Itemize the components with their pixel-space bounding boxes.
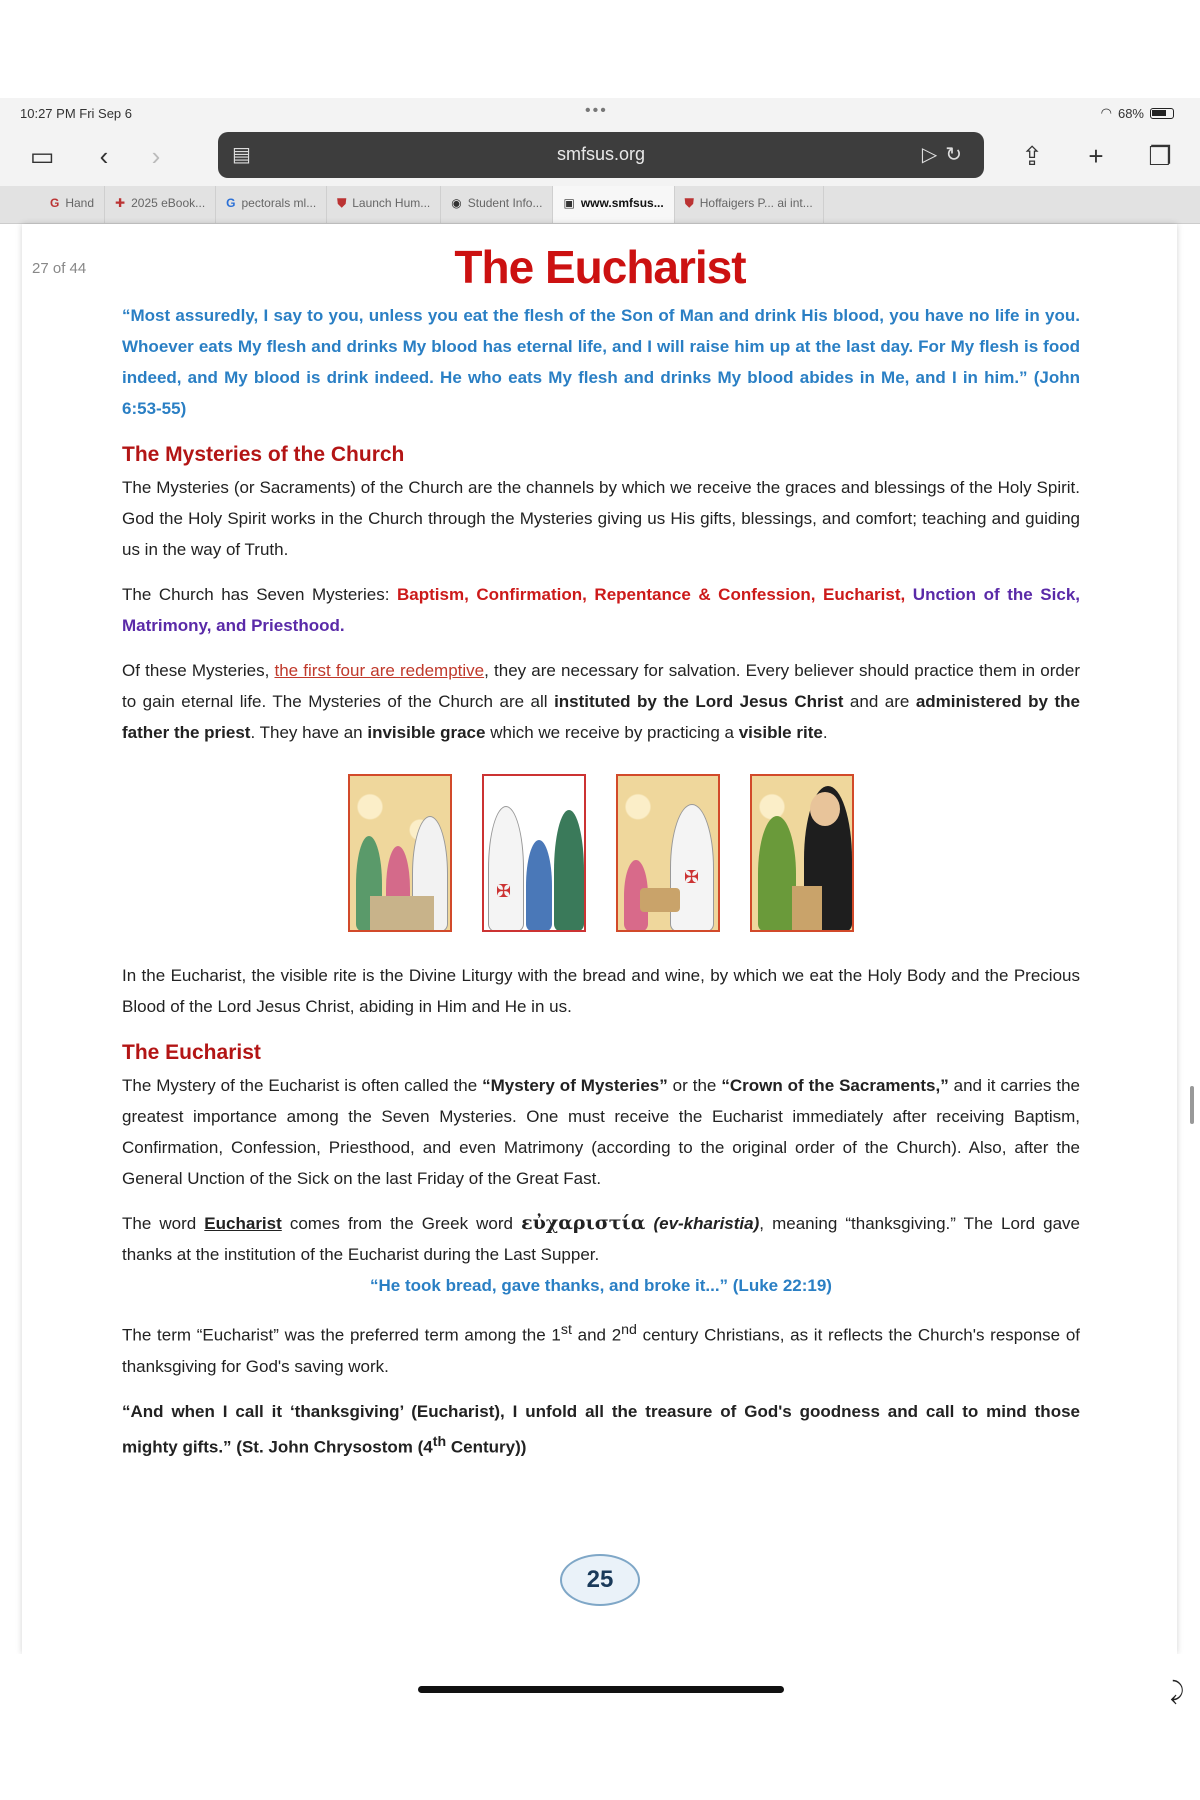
share-icon[interactable]: ⇪ — [1021, 140, 1043, 171]
tab-label: Launch Hum... — [352, 196, 431, 210]
text: “And when I call it ‘thanksgiving’ (Eucharist), I unfold all the treasure of God's goodness and call to mind those mighty gifts.” (St. John Chrysostom (4 — [122, 1401, 1080, 1457]
scrollbar[interactable] — [1190, 1086, 1194, 1124]
text: or the — [667, 1076, 722, 1095]
bottom-margin — [0, 1654, 1200, 1800]
wifi-icon: ◠ — [1100, 105, 1112, 120]
top-margin — [0, 0, 1200, 98]
tab-label: Hoffaigers P... ai int... — [699, 196, 813, 210]
text: and it carries the greatest importance among the Seven Mysteries. One must receive the Eucharist immediately after receiving Baptism, Confirmation, Confession, Priesthood, and even Matrimony (according to the original order of the Church). Also, after the General Unction of the Sick on the last Friday of the Great Fast. — [122, 1076, 1080, 1188]
text-bold: “Crown of the Sacraments,” — [721, 1076, 949, 1095]
text-purple: Unction of the Sick, Matrimony, and Priesthood. — [122, 585, 1080, 635]
tab-label: Student Info... — [467, 196, 543, 210]
text: and 2 — [571, 1325, 622, 1345]
new-tab-icon[interactable]: + — [1088, 140, 1104, 171]
text: . — [822, 723, 828, 742]
shield-icon: ⛊ — [337, 196, 347, 210]
luke-quote: “He took bread, gave thanks, and broke it...” (Luke 22:19) — [370, 1276, 832, 1295]
tab-launch[interactable] — [327, 186, 441, 223]
page-title: The Eucharist — [454, 241, 746, 293]
illustration-confirmation: ✠ — [482, 774, 586, 932]
multitask-dots[interactable]: ••• — [585, 102, 608, 119]
text-bold: “Mystery of Mysteries” — [482, 1076, 668, 1095]
text: The Mystery of the Eucharist is often called the — [122, 1076, 483, 1095]
document-body — [122, 300, 1080, 1476]
tab-label: Hand — [65, 196, 95, 210]
google-icon: G — [50, 196, 60, 210]
tabs-overview-icon[interactable]: ❐ — [1148, 140, 1172, 171]
tab-student-info[interactable] — [441, 186, 553, 223]
text-bold-underlined: Eucharist — [204, 1214, 282, 1233]
tab-hoffaigers[interactable] — [675, 186, 824, 223]
text: Century)) — [446, 1437, 527, 1457]
tab-label: www.smfsus... — [580, 196, 664, 210]
page-settings-icon[interactable]: ▤ — [232, 144, 251, 166]
tab-label: 2025 eBook... — [131, 196, 206, 210]
chrysostom-quote — [122, 1396, 1080, 1463]
opening-quote: “Most assuredly, I say to you, unless you eat the flesh of the Son of Man and drink His blood, you have no life in you. Whoever eats My flesh and drinks My blood has eternal life, and I will raise him up at the last day. For My flesh is food indeed, and My blood is drink indeed. He who eats My flesh and drinks My blood abides in Me, and I in him.” (John 6:53-55) — [122, 306, 1080, 418]
text: The Church has Seven Mysteries: — [122, 585, 397, 604]
page-number-badge: 25 — [560, 1554, 640, 1606]
battery-percent: 68% — [1117, 105, 1144, 121]
mystery-of-mysteries-paragraph — [122, 1070, 1080, 1194]
text: Of these Mysteries, — [122, 661, 275, 680]
text-bold: visible rite — [738, 723, 823, 742]
text: comes from the Greek word — [281, 1214, 522, 1233]
greek-word-paragraph — [122, 1208, 1080, 1270]
status-time: 10:27 PM Fri Sep 6 — [20, 106, 132, 121]
mysteries-paragraph: The Mysteries (or Sacraments) of the Church are the channels by which we receive the graces and blessings of the Holy Spirit. God the Holy Spirit works in the Church through the Mysteries giving us His gifts, blessings, and comfort; teaching and guiding us in the way of Truth. — [122, 478, 1080, 559]
text: which we receive by practicing a — [485, 723, 739, 742]
shield-icon: ⛊ — [684, 196, 694, 210]
text-bold: instituted by the Lord Jesus Christ — [554, 692, 844, 711]
text: The term “Eucharist” was the preferred term among the 1 — [122, 1325, 561, 1345]
battery-icon — [1150, 108, 1174, 119]
tab-hand[interactable] — [40, 186, 105, 223]
text-italic: (ev-kharistia) — [645, 1214, 760, 1233]
text: The word — [122, 1214, 205, 1233]
seven-mysteries-paragraph — [122, 579, 1080, 641]
text: , meaning “thanksgiving.” The Lord gave thanks at the institution of the Eucharist during the Last Supper. — [122, 1214, 1081, 1264]
superscript: nd — [621, 1322, 637, 1338]
page-indicator: 27 of 44 — [32, 260, 87, 277]
redemptive-paragraph — [122, 655, 1080, 748]
section-heading-eucharist: The Eucharist — [122, 1041, 261, 1064]
term-paragraph — [122, 1315, 1080, 1382]
url-text[interactable]: smfsus.org — [556, 144, 646, 164]
globe-icon: ◉ — [451, 196, 462, 210]
illustration-baptism — [348, 774, 452, 932]
status-bar — [0, 98, 1200, 128]
tab-ebook[interactable] — [105, 186, 216, 223]
reload-icon[interactable]: ▷↻ — [921, 144, 970, 166]
address-bar[interactable] — [218, 132, 984, 178]
greek-word: εὐχαριστία — [521, 1212, 646, 1234]
page-curl-icon: ⤸ — [1170, 1678, 1185, 1705]
status-right — [1101, 105, 1174, 121]
text-bold: administered by the father the priest — [122, 692, 1080, 742]
text: , they are necessary for salvation. Every believer should practice them in order to gain eternal life. The Mysteries of the Church are all — [122, 661, 1080, 711]
page-icon: ▣ — [563, 196, 575, 210]
cross-icon: ✚ — [115, 196, 126, 210]
superscript: th — [432, 1433, 447, 1450]
tab-bar — [0, 186, 1200, 224]
text: . They have an — [250, 723, 368, 742]
google-icon: G — [226, 196, 236, 210]
section-heading-mysteries: The Mysteries of the Church — [122, 443, 405, 466]
illustration-eucharist: ✠ — [616, 774, 720, 932]
text-bold: invisible grace — [367, 723, 486, 742]
sidebar-toggle-icon[interactable]: ▭ — [29, 140, 55, 171]
tab-pectorals[interactable] — [216, 186, 327, 223]
superscript: st — [560, 1322, 572, 1338]
icon-illustrations — [122, 774, 1080, 932]
text-red: Baptism, Confirmation, Repentance & Confession, Eucharist, — [397, 585, 913, 604]
visible-rite-paragraph: In the Eucharist, the visible rite is the Divine Liturgy with the bread and wine, by which we eat the Holy Body and the Precious Blood of the Lord Jesus Christ, abiding in Him and He in us. — [122, 966, 1080, 1016]
forward-icon[interactable]: › — [151, 140, 161, 171]
back-icon[interactable]: ‹ — [99, 140, 109, 171]
text: and are — [843, 692, 916, 711]
text: century Christians, as it reflects the Church's response of thanksgiving for God's saving work. — [122, 1325, 1080, 1376]
tab-label: pectorals ml... — [241, 196, 317, 210]
text-underlined: the first four are redemptive — [274, 661, 485, 680]
illustration-unction — [750, 774, 854, 932]
home-indicator[interactable] — [418, 1686, 784, 1693]
tab-smfsus[interactable] — [553, 186, 674, 223]
